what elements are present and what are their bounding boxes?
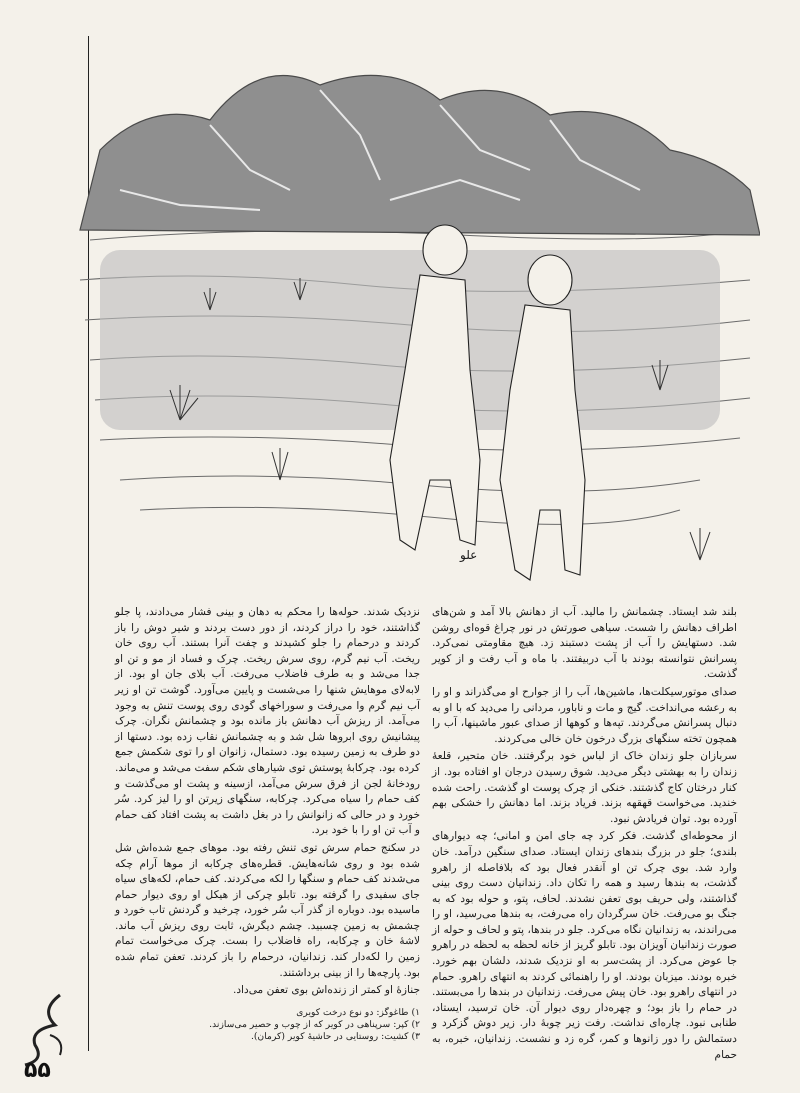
paragraph: صدای موتورسیکلت‌ها، ماشین‌ها، آب را از جوارح او می‌گذراند و او را به رعشه می‌انداخت. گیج و مات و ناباور، مردانی را می‌دید که با او به دنبال پسرانش می‌گردند. تپه‌ها و کوهها از صدای عبور ماشینها، آب را همچون تخته سنگهای بزرگ درخون خان خالی می‌کردند. (432, 685, 737, 745)
footnote: ۳) کشیت: روستایی در حاشیهٔ کویر (کرمان). (250, 1030, 420, 1042)
paragraph: بلند شد ایستاد. چشمانش را مالید. آب از دهانش بالا آمد و شن‌های اطراف دهانش را شست. سیاهی صورتش در نور چراغ قوه‌ای روشن شد. دستهایش را آب از پشت دستبند زد. هیچ مقاومتی نمی‌کرد. پسرانش نتوانسته بودند با آب دربیفتند. با ماه و آب رفت و از کویر گذشت. (432, 606, 737, 681)
text-column-left (115, 605, 420, 1075)
paragraph: در سکنج حمام سرش توی تنش رفته بود. موهای جمع شده‌اش شل شده بود و روی شانه‌هایش. قطره‌های چرکابه از موها آرام چکه می‌شدند کف حمام و سنگها را لکه می‌کردند. کف حمام، لکه‌های سیاه جای سفیدی را گرفته بود. تابلو چرکی از هیکل او روی دیوار حمام ماسیده بود. دوباره از گذر آب سُر خورد، چرخید و گردنش تاب خورد و چشمش به زمین چسبید. چشم دیگرش، ثابت روی ریزش آب ماند. لاشهٔ خان و چرکابه، راه فاضلاب را بست. چرک می‌خواست تمام زمین را لکه‌دار کند. زندانیان، درحمام را باز کردند. تعفن تمام شده بود. پارچه‌ها را از بینی برداشتند. (115, 841, 420, 979)
paragraph: از محوطه‌ای گذشت. فکر کرد چه جای امن و امانی؛ چه دیوارهای بلندی؛ جلو در بزرگ بندهای زندان ایستاد. صدای سنگین درآمد. خان وارد شد. بوی چرک تن او آنقدر فعال بود که بلافاصله از راهرو گذشت، به بندها رسید و همه را تکان داد. زندانیان دست روی بینی گذاشتند، ولی حریف بوی تعفن نشدند. لحاف، پتو، و حوله بود که به جنگ بو می‌رفت. خان سرگردان راه می‌رفت، به بندها می‌رسید، او را می‌راندند، به زندانیان نگاه می‌کرد. جلو در بندها، پتو و لحاف و حوله از صورت زندانیان آویزان بود. تابلو گریز از خانه لحظه به لحظه در راهرو جا عوض می‌کرد. از پشت‌سر به او نزدیک شدند، دلشان بهم خورد. خبره بودند. میزبان بودند. او را راهنمائی کردند به انتهای راهرو. حمام در انتهای راهرو بود. خان پیش می‌رفت. زندانیان در بندها را می‌بستند. در حمام را باز بود؛ و چهره‌دار روی دیوار آن. خان ترسید، ایستاد، طنابی نبود. چاره‌ای نداشت. رفت زیر چوبهٔ دار. زیر دوش گزکرد و دستمالش را دور زانوها و کمر، گره زد و نشست. زندانیان، خبره، به حمام (432, 830, 737, 1061)
paragraph: نزدیک شدند. حوله‌ها را محکم به دهان و بینی فشار می‌دادند، پا جلو گذاشتند، خود را دراز کردند، از دور دست بردند و شیر دوش را باز کردند و درحمام را جلو کشیدند و چفت آنرا بستند. آب روی خان ریخت. آب نیم گرم، روی سرش ریخت. چرک و فساد از مو و تن او جدا می‌شد و به طرف فاضلاب می‌رفت. آب بلای جان او بود. از لابه‌لای موهایش شنها را می‌شست و پایین می‌آورد. گوشت تن او زیر آب نیم گرم وا می‌رفت و سوراخهای گودی روی پوست تنش به وجود می‌آمد. از ریزش آب دهانش باز مانده بود و چشمانش نگران. چرک پیشانیش روی ابروها شل شد و به چشمانش نقاب زده بود. دستها از دو طرف به زمین رسیده بود. دستمال، زانوان او را توی شکمش جمع کرده بود. چرکابهٔ پوستش توی شیارهای شکم سفت می‌شد و می‌ماند. رود‌خانهٔ لجن از فرق سرش می‌آمد، ازسینه و پشت او می‌گذشت و کف حمام را سیاه می‌کرد. چرکابه، سنگهای زیرتن او را لیز کرد. سُر خورد و در حالی که زانوانش را در بغل داشت به پشت افتاد کف حمام و آب تن او را با خود برد. (115, 606, 420, 837)
illustration-desert-figures (60, 40, 760, 600)
page-number: ۵۵ (24, 1058, 51, 1083)
artist-signature: علو (460, 548, 478, 562)
mountains (80, 75, 760, 235)
paragraph: جنازهٔ او کمتر از زنده‌اش بوی تعفن می‌داد. (232, 984, 420, 997)
footnote: ۲) کپر: سرپناهی در کویر که از چوب و حصیر می‌سازند. (209, 1018, 420, 1030)
footnotes (115, 1007, 420, 1043)
footnote: ۱) طاغوگز: دو نوع درخت کویری (296, 1006, 420, 1018)
paragraph: سربازان جلو زندان خاک از لباس خود برگرفتند. خان متحیر، قلعهٔ زندان را به بهشتی دیگر می‌دید. شوق رسیدن درجان او افتاده بود. از کنار درختان کاج گذشتند. خنکی از چرک پوست او گذشت. راحت شده خندید. می‌خواست قهقهه بزند. فریاد بزند. اما دهانش را خشکی بهم آورده بود. توان فریادش نبود. (432, 750, 737, 825)
text-column-right (432, 605, 737, 1061)
